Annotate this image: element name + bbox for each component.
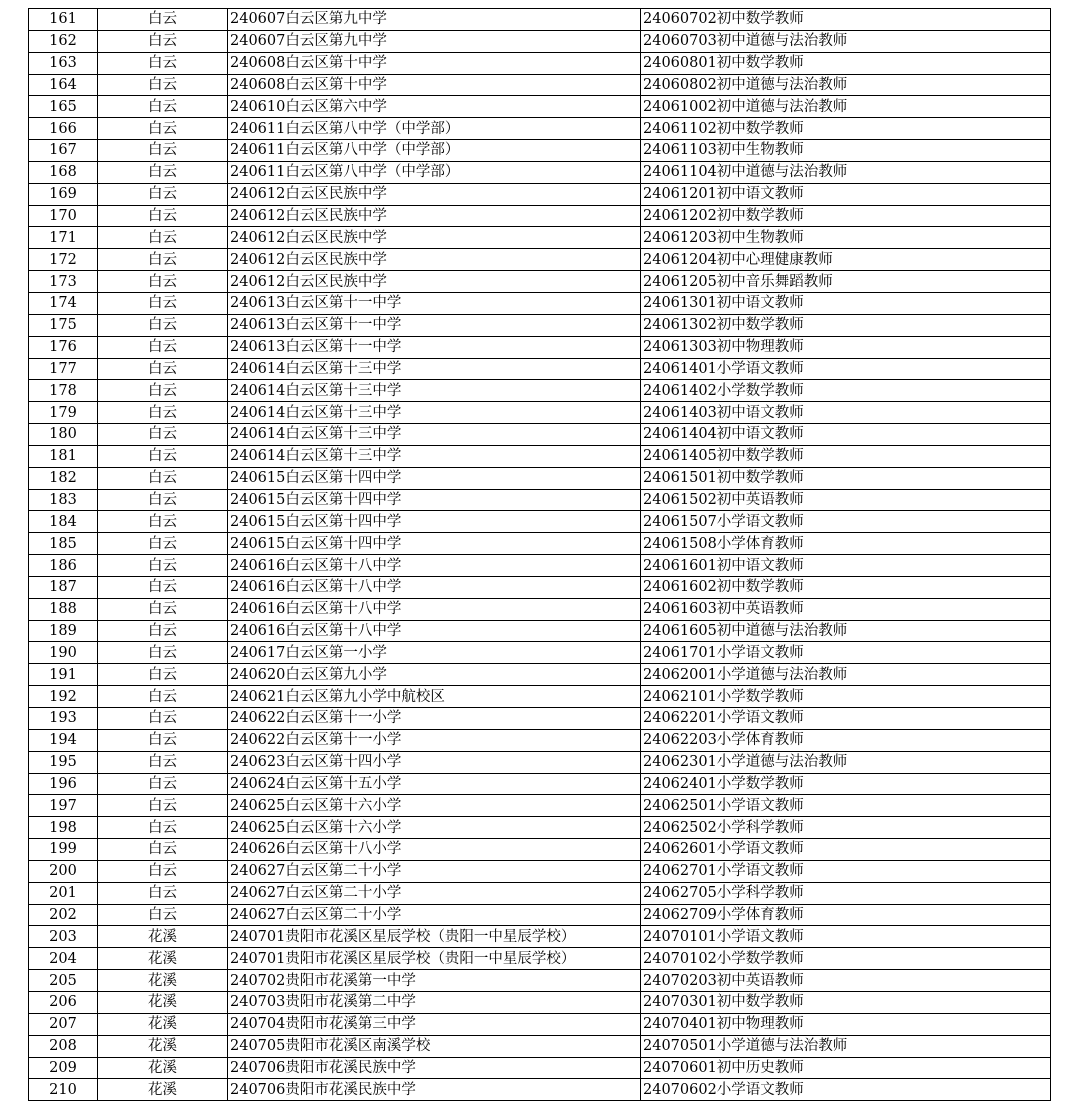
school-cell: 240614白云区第十三中学 [228, 424, 641, 446]
district-cell: 白云 [98, 511, 228, 533]
position-cell: 24062705小学科学教师 [641, 882, 1051, 904]
row-number-cell: 194 [29, 729, 98, 751]
position-cell: 24062601小学语文教师 [641, 839, 1051, 861]
position-cell: 24062201小学语文教师 [641, 708, 1051, 730]
table-row [29, 860, 1051, 882]
district-cell: 白云 [98, 555, 228, 577]
district-cell: 白云 [98, 358, 228, 380]
row-number-cell: 193 [29, 708, 98, 730]
position-cell: 24061201初中语文教师 [641, 183, 1051, 205]
school-cell: 240610白云区第六中学 [228, 96, 641, 118]
table-row [29, 773, 1051, 795]
district-cell: 花溪 [98, 1013, 228, 1035]
position-cell: 24062709小学体育教师 [641, 904, 1051, 926]
row-number-cell: 163 [29, 52, 98, 74]
row-number-cell: 180 [29, 424, 98, 446]
table-row [29, 52, 1051, 74]
row-number-cell: 199 [29, 839, 98, 861]
district-cell: 花溪 [98, 926, 228, 948]
row-number-cell: 200 [29, 860, 98, 882]
position-cell: 24061002初中道德与法治教师 [641, 96, 1051, 118]
school-cell: 240612白云区民族中学 [228, 227, 641, 249]
school-cell: 240611白云区第八中学（中学部） [228, 161, 641, 183]
district-cell: 白云 [98, 598, 228, 620]
position-cell: 24061404初中语文教师 [641, 424, 1051, 446]
school-cell: 240623白云区第十四小学 [228, 751, 641, 773]
row-number-cell: 161 [29, 9, 98, 31]
district-cell: 花溪 [98, 948, 228, 970]
position-cell: 24062001小学道德与法治教师 [641, 664, 1051, 686]
table-row [29, 227, 1051, 249]
position-cell: 24061203初中生物教师 [641, 227, 1051, 249]
table-row [29, 161, 1051, 183]
position-cell: 24061502初中英语教师 [641, 489, 1051, 511]
table-row [29, 533, 1051, 555]
district-cell: 花溪 [98, 991, 228, 1013]
position-cell: 24070102小学数学教师 [641, 948, 1051, 970]
row-number-cell: 187 [29, 576, 98, 598]
row-number-cell: 179 [29, 402, 98, 424]
table-row [29, 991, 1051, 1013]
row-number-cell: 167 [29, 140, 98, 162]
position-cell: 24070101小学语文教师 [641, 926, 1051, 948]
table-row [29, 664, 1051, 686]
table-row [29, 708, 1051, 730]
position-cell: 24061508小学体育教师 [641, 533, 1051, 555]
school-cell: 240627白云区第二十小学 [228, 882, 641, 904]
position-cell: 24061601初中语文教师 [641, 555, 1051, 577]
row-number-cell: 164 [29, 74, 98, 96]
row-number-cell: 169 [29, 183, 98, 205]
position-cell: 24060702初中数学教师 [641, 9, 1051, 31]
position-cell: 24061205初中音乐舞蹈教师 [641, 271, 1051, 293]
position-cell: 24062502小学科学教师 [641, 817, 1051, 839]
position-cell: 24060801初中数学教师 [641, 52, 1051, 74]
position-cell: 24062701小学语文教师 [641, 860, 1051, 882]
school-cell: 240616白云区第十八中学 [228, 620, 641, 642]
district-cell: 白云 [98, 576, 228, 598]
table-row [29, 205, 1051, 227]
district-cell: 白云 [98, 9, 228, 31]
table-row [29, 9, 1051, 31]
school-cell: 240621白云区第九小学中航校区 [228, 686, 641, 708]
school-cell: 240616白云区第十八中学 [228, 555, 641, 577]
table-row [29, 576, 1051, 598]
row-number-cell: 186 [29, 555, 98, 577]
district-cell: 白云 [98, 445, 228, 467]
row-number-cell: 209 [29, 1057, 98, 1079]
row-number-cell: 176 [29, 336, 98, 358]
district-cell: 白云 [98, 74, 228, 96]
school-cell: 240701贵阳市花溪区星辰学校（贵阳一中星辰学校） [228, 926, 641, 948]
district-cell: 白云 [98, 52, 228, 74]
district-cell: 白云 [98, 839, 228, 861]
row-number-cell: 204 [29, 948, 98, 970]
district-cell: 白云 [98, 686, 228, 708]
table-row [29, 30, 1051, 52]
position-cell: 24061605初中道德与法治教师 [641, 620, 1051, 642]
table-row [29, 183, 1051, 205]
district-cell: 白云 [98, 467, 228, 489]
school-cell: 240620白云区第九小学 [228, 664, 641, 686]
school-cell: 240616白云区第十八中学 [228, 576, 641, 598]
table-row [29, 74, 1051, 96]
school-cell: 240627白云区第二十小学 [228, 904, 641, 926]
school-cell: 240613白云区第十一中学 [228, 292, 641, 314]
row-number-cell: 201 [29, 882, 98, 904]
position-cell: 24070203初中英语教师 [641, 970, 1051, 992]
district-cell: 白云 [98, 533, 228, 555]
table-row [29, 445, 1051, 467]
table-row [29, 292, 1051, 314]
district-cell: 白云 [98, 860, 228, 882]
row-number-cell: 184 [29, 511, 98, 533]
row-number-cell: 207 [29, 1013, 98, 1035]
district-cell: 白云 [98, 795, 228, 817]
position-cell: 24061701小学语文教师 [641, 642, 1051, 664]
school-cell: 240622白云区第十一小学 [228, 708, 641, 730]
district-cell: 花溪 [98, 1035, 228, 1057]
position-cell: 24070602小学语文教师 [641, 1079, 1051, 1101]
table-row [29, 118, 1051, 140]
district-cell: 白云 [98, 140, 228, 162]
table-row [29, 751, 1051, 773]
district-cell: 花溪 [98, 1057, 228, 1079]
district-cell: 白云 [98, 882, 228, 904]
position-cell: 24061405初中数学教师 [641, 445, 1051, 467]
position-cell: 24061602初中数学教师 [641, 576, 1051, 598]
table-row [29, 424, 1051, 446]
district-cell: 白云 [98, 729, 228, 751]
position-cell: 24060802初中道德与法治教师 [641, 74, 1051, 96]
school-cell: 240615白云区第十四中学 [228, 511, 641, 533]
row-number-cell: 205 [29, 970, 98, 992]
position-cell: 24070401初中物理教师 [641, 1013, 1051, 1035]
school-cell: 240613白云区第十一中学 [228, 336, 641, 358]
row-number-cell: 177 [29, 358, 98, 380]
district-cell: 白云 [98, 118, 228, 140]
row-number-cell: 191 [29, 664, 98, 686]
position-cell: 24070301初中数学教师 [641, 991, 1051, 1013]
table-row [29, 140, 1051, 162]
district-cell: 白云 [98, 314, 228, 336]
school-cell: 240612白云区民族中学 [228, 249, 641, 271]
school-cell: 240612白云区民族中学 [228, 205, 641, 227]
row-number-cell: 168 [29, 161, 98, 183]
table-row [29, 598, 1051, 620]
district-cell: 白云 [98, 817, 228, 839]
row-number-cell: 171 [29, 227, 98, 249]
school-cell: 240612白云区民族中学 [228, 183, 641, 205]
school-cell: 240706贵阳市花溪民族中学 [228, 1057, 641, 1079]
position-cell: 24061102初中数学教师 [641, 118, 1051, 140]
school-cell: 240705贵阳市花溪区南溪学校 [228, 1035, 641, 1057]
district-cell: 白云 [98, 227, 228, 249]
table-row [29, 96, 1051, 118]
row-number-cell: 189 [29, 620, 98, 642]
table-row [29, 1013, 1051, 1035]
district-cell: 白云 [98, 30, 228, 52]
row-number-cell: 203 [29, 926, 98, 948]
table-row [29, 1079, 1051, 1101]
district-cell: 白云 [98, 271, 228, 293]
position-cell: 24061202初中数学教师 [641, 205, 1051, 227]
position-cell: 24062501小学语文教师 [641, 795, 1051, 817]
district-cell: 白云 [98, 424, 228, 446]
district-cell: 白云 [98, 336, 228, 358]
position-cell: 24061302初中数学教师 [641, 314, 1051, 336]
school-cell: 240615白云区第十四中学 [228, 533, 641, 555]
school-cell: 240611白云区第八中学（中学部） [228, 140, 641, 162]
school-cell: 240615白云区第十四中学 [228, 489, 641, 511]
row-number-cell: 185 [29, 533, 98, 555]
school-cell: 240608白云区第十中学 [228, 74, 641, 96]
recruitment-table [28, 8, 1051, 1101]
position-cell: 24070501小学道德与法治教师 [641, 1035, 1051, 1057]
row-number-cell: 170 [29, 205, 98, 227]
row-number-cell: 195 [29, 751, 98, 773]
district-cell: 白云 [98, 205, 228, 227]
school-cell: 240607白云区第九中学 [228, 30, 641, 52]
district-cell: 白云 [98, 642, 228, 664]
table-row [29, 882, 1051, 904]
table-row [29, 926, 1051, 948]
row-number-cell: 166 [29, 118, 98, 140]
district-cell: 花溪 [98, 1079, 228, 1101]
row-number-cell: 196 [29, 773, 98, 795]
school-cell: 240616白云区第十八中学 [228, 598, 641, 620]
position-cell: 24061303初中物理教师 [641, 336, 1051, 358]
school-cell: 240624白云区第十五小学 [228, 773, 641, 795]
school-cell: 240607白云区第九中学 [228, 9, 641, 31]
school-cell: 240615白云区第十四中学 [228, 467, 641, 489]
table-row [29, 489, 1051, 511]
row-number-cell: 175 [29, 314, 98, 336]
table-row [29, 620, 1051, 642]
school-cell: 240627白云区第二十小学 [228, 860, 641, 882]
table-body [29, 9, 1051, 1101]
position-cell: 24061507小学语文教师 [641, 511, 1051, 533]
position-cell: 24062301小学道德与法治教师 [641, 751, 1051, 773]
row-number-cell: 192 [29, 686, 98, 708]
table-row [29, 1057, 1051, 1079]
table-row [29, 729, 1051, 751]
table-row [29, 795, 1051, 817]
table-row [29, 948, 1051, 970]
row-number-cell: 172 [29, 249, 98, 271]
district-cell: 白云 [98, 904, 228, 926]
district-cell: 白云 [98, 620, 228, 642]
position-cell: 24061402小学数学教师 [641, 380, 1051, 402]
position-cell: 24062203小学体育教师 [641, 729, 1051, 751]
school-cell: 240614白云区第十三中学 [228, 380, 641, 402]
school-cell: 240614白云区第十三中学 [228, 445, 641, 467]
school-cell: 240613白云区第十一中学 [228, 314, 641, 336]
school-cell: 240608白云区第十中学 [228, 52, 641, 74]
row-number-cell: 173 [29, 271, 98, 293]
position-cell: 24061403初中语文教师 [641, 402, 1051, 424]
row-number-cell: 178 [29, 380, 98, 402]
row-number-cell: 190 [29, 642, 98, 664]
position-cell: 24070601初中历史教师 [641, 1057, 1051, 1079]
table-row [29, 314, 1051, 336]
row-number-cell: 188 [29, 598, 98, 620]
position-cell: 24062101小学数学教师 [641, 686, 1051, 708]
district-cell: 白云 [98, 773, 228, 795]
table-row [29, 904, 1051, 926]
school-cell: 240611白云区第八中学（中学部） [228, 118, 641, 140]
school-cell: 240617白云区第一小学 [228, 642, 641, 664]
table-row [29, 817, 1051, 839]
school-cell: 240614白云区第十三中学 [228, 402, 641, 424]
table-row [29, 249, 1051, 271]
school-cell: 240614白云区第十三中学 [228, 358, 641, 380]
row-number-cell: 206 [29, 991, 98, 1013]
table-row [29, 511, 1051, 533]
row-number-cell: 197 [29, 795, 98, 817]
position-cell: 24061603初中英语教师 [641, 598, 1051, 620]
row-number-cell: 182 [29, 467, 98, 489]
position-cell: 24061103初中生物教师 [641, 140, 1051, 162]
district-cell: 白云 [98, 402, 228, 424]
table-row [29, 839, 1051, 861]
table-row [29, 642, 1051, 664]
school-cell: 240625白云区第十六小学 [228, 795, 641, 817]
district-cell: 白云 [98, 292, 228, 314]
table-row [29, 970, 1051, 992]
table-row [29, 380, 1051, 402]
row-number-cell: 183 [29, 489, 98, 511]
row-number-cell: 202 [29, 904, 98, 926]
table-row [29, 358, 1051, 380]
row-number-cell: 210 [29, 1079, 98, 1101]
school-cell: 240703贵阳市花溪第二中学 [228, 991, 641, 1013]
district-cell: 白云 [98, 161, 228, 183]
district-cell: 白云 [98, 380, 228, 402]
school-cell: 240622白云区第十一小学 [228, 729, 641, 751]
row-number-cell: 162 [29, 30, 98, 52]
district-cell: 花溪 [98, 970, 228, 992]
table-row [29, 402, 1051, 424]
row-number-cell: 174 [29, 292, 98, 314]
position-cell: 24061204初中心理健康教师 [641, 249, 1051, 271]
position-cell: 24062401小学数学教师 [641, 773, 1051, 795]
table-row [29, 686, 1051, 708]
table-row [29, 336, 1051, 358]
school-cell: 240701贵阳市花溪区星辰学校（贵阳一中星辰学校） [228, 948, 641, 970]
table-row [29, 555, 1051, 577]
school-cell: 240706贵阳市花溪民族中学 [228, 1079, 641, 1101]
table-row [29, 1035, 1051, 1057]
district-cell: 白云 [98, 751, 228, 773]
school-cell: 240625白云区第十六小学 [228, 817, 641, 839]
district-cell: 白云 [98, 489, 228, 511]
table-row [29, 467, 1051, 489]
row-number-cell: 181 [29, 445, 98, 467]
school-cell: 240702贵阳市花溪第一中学 [228, 970, 641, 992]
row-number-cell: 208 [29, 1035, 98, 1057]
position-cell: 24060703初中道德与法治教师 [641, 30, 1051, 52]
district-cell: 白云 [98, 249, 228, 271]
position-cell: 24061401小学语文教师 [641, 358, 1051, 380]
row-number-cell: 165 [29, 96, 98, 118]
district-cell: 白云 [98, 183, 228, 205]
school-cell: 240612白云区民族中学 [228, 271, 641, 293]
school-cell: 240626白云区第十八小学 [228, 839, 641, 861]
position-cell: 24061104初中道德与法治教师 [641, 161, 1051, 183]
school-cell: 240704贵阳市花溪第三中学 [228, 1013, 641, 1035]
row-number-cell: 198 [29, 817, 98, 839]
position-cell: 24061501初中数学教师 [641, 467, 1051, 489]
district-cell: 白云 [98, 96, 228, 118]
district-cell: 白云 [98, 708, 228, 730]
district-cell: 白云 [98, 664, 228, 686]
table-row [29, 271, 1051, 293]
position-cell: 24061301初中语文教师 [641, 292, 1051, 314]
